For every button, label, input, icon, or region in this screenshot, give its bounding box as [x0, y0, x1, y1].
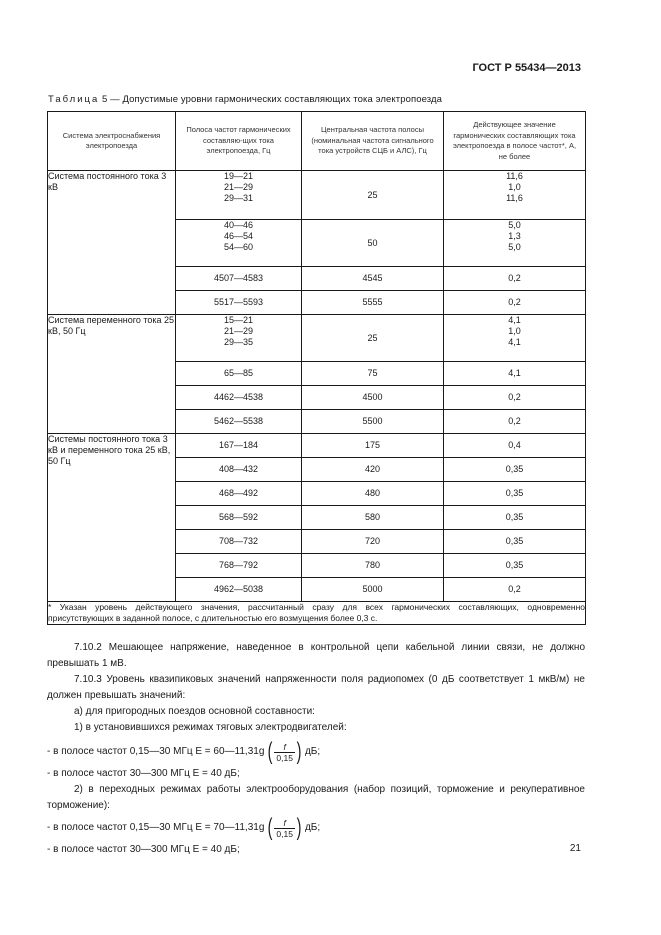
col-header-band: Полоса частот гармонических составляю-щих тока электропоезда, Гц: [176, 112, 302, 171]
center-cell: 720: [302, 530, 444, 554]
table-row: [48, 315, 586, 362]
value-cell: 0,35: [444, 530, 586, 554]
band-cell: 4462—4538: [176, 386, 302, 410]
value-cell: 0,35: [444, 506, 586, 530]
table-row: [48, 171, 586, 220]
list-item-a: а) для пригородных поездов основной составности:: [74, 706, 315, 717]
fraction-1: [266, 738, 303, 765]
harmonics-table: [47, 111, 586, 625]
formula-line-1b: - в полосе частот 30—300 МГц E = 40 дБ;: [47, 768, 240, 779]
center-cell: 580: [302, 506, 444, 530]
value-cell: 5,0 1,3 5,0: [444, 220, 586, 267]
band-cell: 4507—4583: [176, 267, 302, 291]
band-cell: 65—85: [176, 362, 302, 386]
value-cell: 0,4: [444, 434, 586, 458]
system-cell: Системы постоянного тока 3 кВ и переменного тока 25 кВ, 50 Гц: [48, 434, 176, 602]
center-cell: 780: [302, 554, 444, 578]
paragraph-7-10-2: 7.10.2 Мешающее напряжение, наведенное в контрольной цепи кабельной линии связи, не должно превышать 1 мВ.: [47, 642, 585, 669]
fraction-denominator: 0,15: [276, 828, 293, 839]
right-paren-icon: ): [296, 738, 302, 765]
value-cell: 0,35: [444, 458, 586, 482]
center-cell: 5555: [302, 291, 444, 315]
table-footnote: * Указан уровень действующего значения, рассчитанный сразу для всех гармонических составляющих, одновременно присутствующих в заданной полосе, с длительностью его возмущения более 0,3 с.: [48, 602, 585, 623]
band-cell: 4962—5038: [176, 578, 302, 602]
band-cell: 468—492: [176, 482, 302, 506]
value-cell: 11,6 1,0 11,6: [444, 171, 586, 220]
center-cell: 4500: [302, 386, 444, 410]
value-cell: 0,35: [444, 482, 586, 506]
band-cell: 19—21 21—29 29—31: [176, 171, 302, 220]
fraction-numerator: f: [283, 817, 286, 828]
center-cell: 420: [302, 458, 444, 482]
list-item-2: 2) в переходных режимах работы электрооборудования (набор позиций, торможение и рекуперативное торможение):: [47, 784, 585, 811]
list-item-1: 1) в установившихся режимах тяговых электродвигателей:: [74, 722, 347, 733]
table-caption-text: 5 — Допустимые уровни гармонических составляющих тока электропоезда: [99, 94, 443, 105]
center-cell: 480: [302, 482, 444, 506]
body-text: [47, 640, 585, 858]
paragraph-7-10-3: 7.10.3 Уровень квазипиковых значений напряженности поля радиопомех (0 дБ соответствует 1 мкВ/м) не должен превышать значений:: [47, 674, 585, 701]
fraction-numerator: f: [283, 741, 286, 752]
center-cell: 25: [302, 315, 444, 362]
col-header-value: Действующее значение гармонических составляющих тока электропоезда в полосе частот*, А, не более: [444, 112, 586, 171]
formula-2-unit: дБ;: [304, 822, 321, 833]
value-cell: 0,2: [444, 291, 586, 315]
center-cell: 50: [302, 220, 444, 267]
formula-line-2: [47, 816, 585, 840]
table-caption: [48, 94, 442, 105]
center-cell: 5000: [302, 578, 444, 602]
center-cell: 75: [302, 362, 444, 386]
value-cell: 4,1 1,0 4,1: [444, 315, 586, 362]
standard-designation: ГОСТ Р 55434—2013: [472, 62, 581, 74]
page-number: 21: [569, 843, 581, 854]
table-row: [48, 434, 586, 458]
left-paren-icon: (: [268, 814, 273, 841]
band-cell: 568—592: [176, 506, 302, 530]
formula-line-1: [47, 740, 585, 764]
value-cell: 0,2: [444, 386, 586, 410]
formula-1-unit: дБ;: [304, 746, 321, 757]
band-cell: 40—46 46—54 54—60: [176, 220, 302, 267]
center-cell: 175: [302, 434, 444, 458]
band-cell: 768—792: [176, 554, 302, 578]
value-cell: 0,2: [444, 267, 586, 291]
band-cell: 15—21 21—29 29—35: [176, 315, 302, 362]
col-header-center: Центральная частота полосы (номинальная частота сигнального тока устройств СЦБ и АЛС), Гц: [302, 112, 444, 171]
band-cell: 408—432: [176, 458, 302, 482]
center-cell: 25: [302, 171, 444, 220]
band-cell: 5517—5593: [176, 291, 302, 315]
right-paren-icon: ): [296, 814, 302, 841]
table-caption-label: Таблица: [48, 94, 100, 105]
col-header-system: Система электроснабжения электропоезда: [48, 112, 176, 171]
value-cell: 0,2: [444, 578, 586, 602]
system-cell: Система переменного тока 25 кВ, 50 Гц: [48, 315, 176, 434]
system-cell: Система постоянного тока 3 кВ: [48, 171, 176, 315]
fraction-denominator: 0,15: [276, 752, 293, 763]
formula-line-2b: - в полосе частот 30—300 МГц E = 40 дБ;: [47, 844, 240, 855]
band-cell: 5462—5538: [176, 410, 302, 434]
fraction-2: [266, 814, 303, 841]
footnote-row: [48, 602, 586, 625]
table-header-row: [48, 112, 586, 171]
band-cell: 708—732: [176, 530, 302, 554]
band-cell: 167—184: [176, 434, 302, 458]
center-cell: 5500: [302, 410, 444, 434]
formula-1-text: - в полосе частот 0,15—30 МГц E = 60—11,31g: [47, 746, 265, 757]
value-cell: 0,35: [444, 554, 586, 578]
value-cell: 4,1: [444, 362, 586, 386]
center-cell: 4545: [302, 267, 444, 291]
formula-2-text: - в полосе частот 0,15—30 МГц E = 70—11,31g: [47, 822, 265, 833]
value-cell: 0,2: [444, 410, 586, 434]
left-paren-icon: (: [268, 738, 273, 765]
